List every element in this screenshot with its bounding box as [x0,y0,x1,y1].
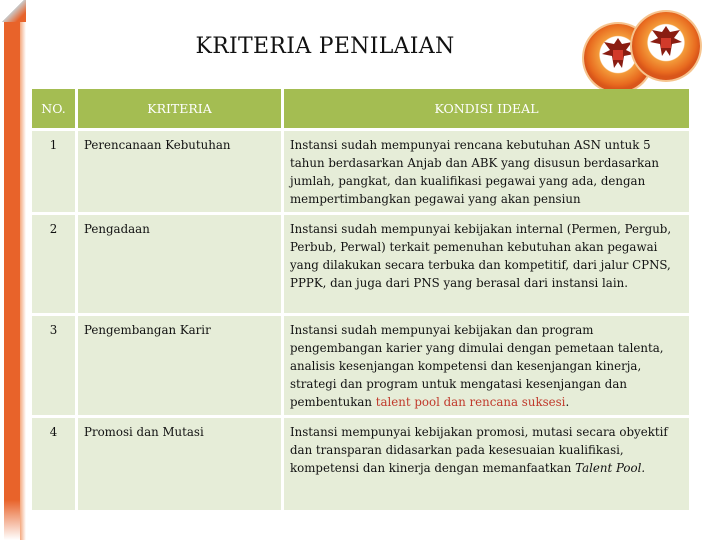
row-kondisi: Instansi sudah mempunyai kebijakan internal (Permen, Pergub, Perbub, Perwal) terkait pemenuhan kebutuhan akan pegawai yang dilakukan secara terbuka dan kompetitif, dari jalur CPNS, PPPK, dan juga dari PNS yang berasal dari instansi lain. [284,215,689,316]
row-kondisi [284,316,689,418]
row-kriteria: Pengadaan [78,215,284,316]
kondisi-highlight: talent pool dan rencana suksesi [375,395,566,409]
page-title: KRITERIA PENILAIAN [195,34,455,59]
header-no: NO. [32,89,78,131]
row-kondisi: Instansi sudah mempunyai rencana kebutuhan ASN untuk 5 tahun berdasarkan Anjab dan ABK yang disusun berdasarkan jumlah, pangkat, dan kualifikasi pegawai yang ada, dengan mempertimbangkan pegawai yang akan pensiun [284,131,689,215]
kondisi-italic: Talent Pool. [575,461,646,475]
kondisi-text: Instansi mempunyai kebijakan promosi, mutasi secara obyektif dan transparan didasarkan pada kesesuaian kualifikasi, kompetensi dan kinerja dengan memanfaatkan [290,425,668,475]
row-number: 4 [32,418,78,513]
row-kriteria: Pengembangan Karir [78,316,284,418]
table-row [32,131,689,215]
kondisi-text: Instansi sudah mempunyai kebijakan dan program pengembangan karier yang dimulai dengan pemetaan talenta, analisis kesenjangan kompetensi dan kesenjangan kinerja, strategi dan program untuk mengatasi kesenjangan dan pembentukan [290,323,664,409]
kondisi-suffix: . [565,395,570,409]
page-fold-corner [0,0,26,22]
logo-group [582,10,702,95]
left-decorative-strip [0,0,26,540]
row-number: 3 [32,316,78,418]
row-number: 1 [32,131,78,215]
header-kondisi-ideal: KONDISI IDEAL [284,89,689,131]
table-row [32,215,689,316]
strip-bottom-fade [4,500,20,540]
garuda-emblem-icon [646,22,686,66]
row-kriteria: Promosi dan Mutasi [78,418,284,513]
header-kriteria: KRITERIA [78,89,284,131]
table-row [32,418,689,513]
criteria-table-container [32,89,689,513]
row-kriteria: Perencanaan Kebutuhan [78,131,284,215]
table-header-row [32,89,689,131]
criteria-table [32,89,689,513]
row-kondisi [284,418,689,513]
table-row [32,316,689,418]
row-number: 2 [32,215,78,316]
garuda-logo [632,12,700,80]
